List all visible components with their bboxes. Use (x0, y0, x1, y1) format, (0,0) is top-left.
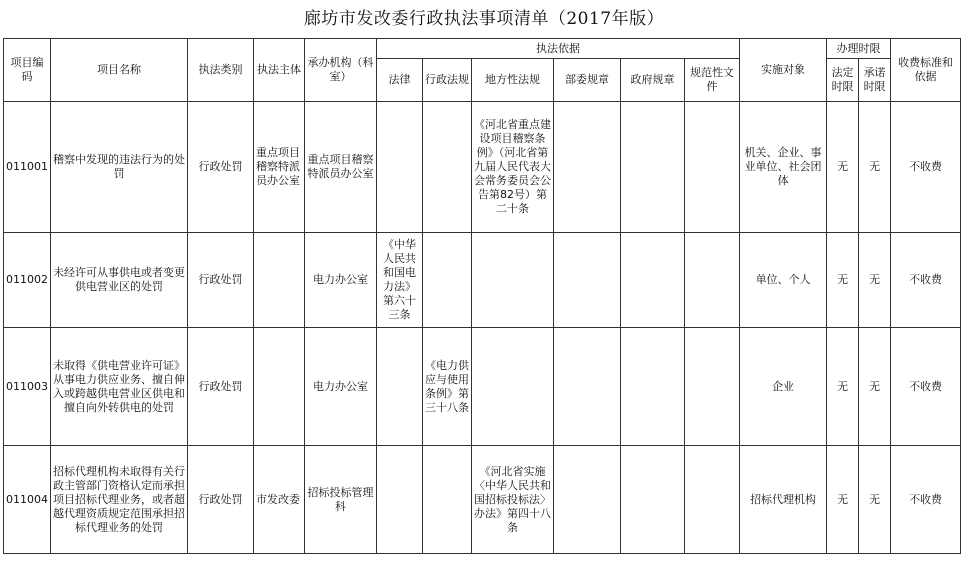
cell-fee: 不收费 (891, 233, 961, 328)
cell-local-reg (472, 233, 554, 328)
header-legal-limit: 法定时限 (827, 59, 859, 102)
header-gov-rule: 政府规章 (621, 59, 685, 102)
cell-code: 011004 (4, 446, 51, 554)
cell-local-reg: 《河北省重点建设项目稽察条例》（河北省第九届人民代表大会常务委员会公告第82号）第二十条 (472, 102, 554, 233)
cell-norm-doc (685, 446, 740, 554)
header-norm-doc: 规范性文件 (685, 59, 740, 102)
cell-subject (254, 328, 305, 446)
cell-fee: 不收费 (891, 102, 961, 233)
cell-agency: 电力办公室 (305, 328, 377, 446)
cell-subject (254, 233, 305, 328)
cell-ministry-rule (554, 233, 621, 328)
cell-category: 行政处罚 (188, 233, 254, 328)
cell-fee: 不收费 (891, 328, 961, 446)
enforcement-table (3, 38, 961, 554)
cell-name: 未经许可从事供电或者变更供电营业区的处罚 (51, 233, 188, 328)
cell-legal-limit: 无 (827, 328, 859, 446)
cell-category: 行政处罚 (188, 102, 254, 233)
header-basis-group: 执法依据 (377, 39, 740, 59)
cell-promise-limit: 无 (859, 328, 891, 446)
cell-admin-reg (423, 233, 472, 328)
cell-gov-rule (621, 233, 685, 328)
cell-ministry-rule (554, 446, 621, 554)
header-time-group: 办理时限 (827, 39, 891, 59)
cell-category: 行政处罚 (188, 328, 254, 446)
table-row (4, 102, 961, 233)
cell-target: 企业 (740, 328, 827, 446)
table-row (4, 328, 961, 446)
cell-target: 单位、个人 (740, 233, 827, 328)
cell-law (377, 446, 423, 554)
cell-legal-limit: 无 (827, 102, 859, 233)
cell-code: 011003 (4, 328, 51, 446)
cell-admin-reg: 《电力供应与使用条例》第三十八条 (423, 328, 472, 446)
cell-target: 机关、企业、事业单位、社会团体 (740, 102, 827, 233)
header-ministry-rule: 部委规章 (554, 59, 621, 102)
cell-gov-rule (621, 328, 685, 446)
cell-gov-rule (621, 102, 685, 233)
cell-admin-reg (423, 102, 472, 233)
cell-law: 《中华人民共和国电力法》第六十三条 (377, 233, 423, 328)
cell-admin-reg (423, 446, 472, 554)
cell-agency: 电力办公室 (305, 233, 377, 328)
cell-gov-rule (621, 446, 685, 554)
cell-law (377, 102, 423, 233)
cell-ministry-rule (554, 102, 621, 233)
cell-promise-limit: 无 (859, 102, 891, 233)
cell-norm-doc (685, 233, 740, 328)
header-local-reg: 地方性法规 (472, 59, 554, 102)
cell-code: 011001 (4, 102, 51, 233)
header-code: 项目编码 (4, 39, 51, 102)
cell-agency: 招标投标管理科 (305, 446, 377, 554)
header-law: 法律 (377, 59, 423, 102)
document-title: 廊坊市发改委行政执法事项清单（2017年版） (303, 9, 665, 29)
cell-code: 011002 (4, 233, 51, 328)
header-fee: 收费标准和依据 (891, 39, 961, 102)
header-agency: 承办机构（科室） (305, 39, 377, 102)
cell-promise-limit: 无 (859, 446, 891, 554)
cell-name: 未取得《供电营业许可证》从事电力供应业务、擅自伸入或跨越供电营业区供电和擅自向外转供电的处罚 (51, 328, 188, 446)
table-row (4, 233, 961, 328)
cell-subject: 市发改委 (254, 446, 305, 554)
cell-target: 招标代理机构 (740, 446, 827, 554)
header-promise-limit: 承诺时限 (859, 59, 891, 102)
cell-legal-limit: 无 (827, 446, 859, 554)
cell-category: 行政处罚 (188, 446, 254, 554)
cell-norm-doc (685, 328, 740, 446)
cell-ministry-rule (554, 328, 621, 446)
cell-promise-limit: 无 (859, 233, 891, 328)
cell-fee: 不收费 (891, 446, 961, 554)
cell-name: 招标代理机构未取得有关行政主管部门资格认定而承担项目招标代理业务，或者超越代理资质规定范围承担招标代理业务的处罚 (51, 446, 188, 554)
table-row (4, 446, 961, 554)
cell-name: 稽察中发现的违法行为的处罚 (51, 102, 188, 233)
header-name: 项目名称 (51, 39, 188, 102)
header-row-top (4, 39, 961, 59)
cell-subject: 重点项目稽察特派员办公室 (254, 102, 305, 233)
header-subject: 执法主体 (254, 39, 305, 102)
header-target: 实施对象 (740, 39, 827, 102)
header-admin-reg: 行政法规 (423, 59, 472, 102)
cell-local-reg (472, 328, 554, 446)
cell-norm-doc (685, 102, 740, 233)
cell-legal-limit: 无 (827, 233, 859, 328)
cell-agency: 重点项目稽察特派员办公室 (305, 102, 377, 233)
header-category: 执法类别 (188, 39, 254, 102)
cell-local-reg: 《河北省实施〈中华人民共和国招标投标法〉办法》第四十八条 (472, 446, 554, 554)
cell-law (377, 328, 423, 446)
